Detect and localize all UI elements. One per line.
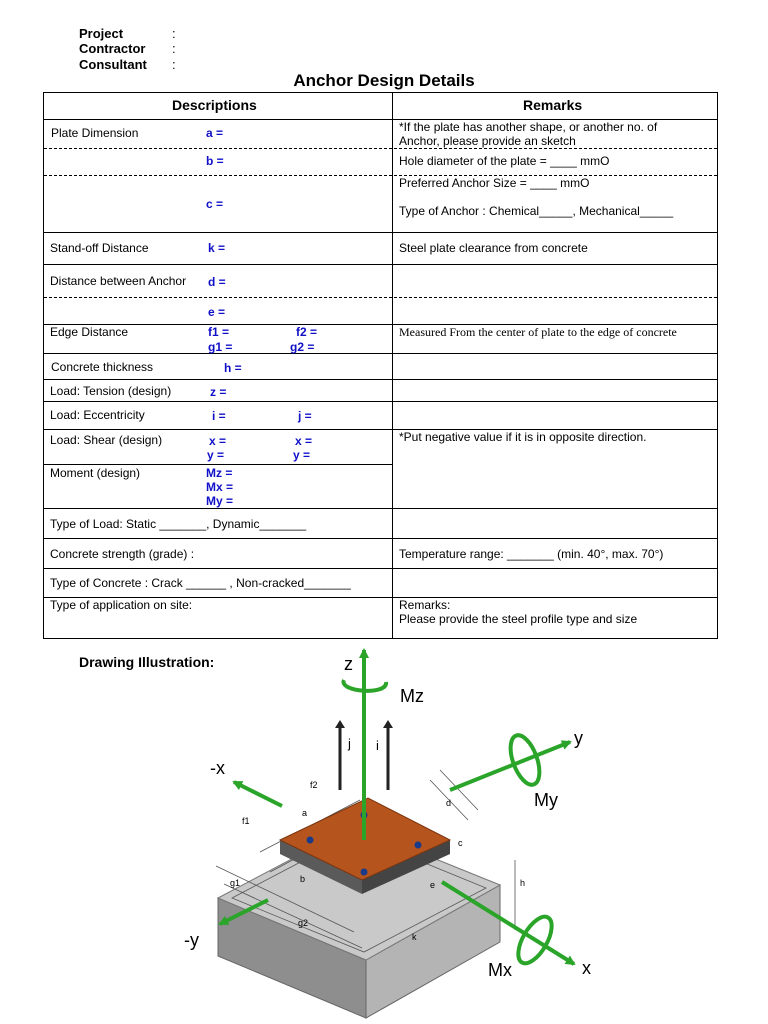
contractor-label: Contractor [79, 41, 146, 56]
remarks-label: Remarks: [399, 598, 451, 612]
anchor-diagram [150, 640, 630, 1024]
plate-dimension-label: Plate Dimension [51, 126, 139, 140]
row-divider [44, 464, 392, 465]
row-divider [44, 568, 717, 569]
field-b: b = [206, 154, 224, 168]
field-e: e = [208, 305, 226, 319]
field-h: h = [224, 361, 242, 375]
label-f1: f1 [242, 816, 250, 826]
project-colon: : [172, 26, 176, 41]
label-neg-y: -y [184, 930, 199, 950]
row-divider [44, 538, 717, 539]
label-neg-x: -x [210, 758, 225, 778]
drawing-illustration-title: Drawing Illustration: [79, 654, 215, 670]
field-z: z = [210, 385, 227, 399]
remark-plate-line1: *If the plate has another shape, or another no. of [399, 120, 658, 134]
consultant-label: Consultant [79, 57, 147, 72]
remark-edge-distance: Measured From the center of plate to the edge of concrete [399, 325, 677, 339]
remarks-header: Remarks [523, 97, 583, 113]
label-e: e [430, 880, 436, 890]
field-f2: f2 = [296, 325, 318, 339]
label-d: d [446, 798, 452, 808]
remark-shear: *Put negative value if it is in opposite direction. [399, 430, 647, 444]
label-mx: Mx [488, 960, 512, 980]
field-shear-y: y = [207, 448, 225, 462]
field-g2: g2 = [290, 340, 315, 354]
field-my: My = [206, 494, 234, 508]
concrete-strength-label: Concrete strength (grade) : [50, 547, 195, 561]
distance-between-anchor-label: Distance between Anchor [50, 274, 187, 288]
consultant-colon: : [172, 57, 176, 72]
row-divider [44, 508, 717, 509]
row-divider [44, 175, 717, 176]
type-of-load: Type of Load: Static _______, Dynamic_______ [50, 517, 307, 531]
project-label: Project [79, 26, 124, 41]
remark-hole-diameter: Hole diameter of the plate = ____ mmO [399, 154, 610, 168]
field-f1: f1 = [208, 325, 230, 339]
contractor-colon: : [172, 41, 176, 56]
type-of-application-label: Type of application on site: [50, 598, 193, 612]
field-shear-x2: x = [295, 434, 313, 448]
standoff-label: Stand-off Distance [50, 241, 149, 255]
row-divider [44, 379, 717, 380]
remark-temperature: Temperature range: _______ (min. 40°, max. 70°) [399, 547, 664, 561]
field-g1: g1 = [208, 340, 233, 354]
label-c: c [458, 838, 463, 848]
project-row [79, 26, 176, 41]
remark-anchor-type: Type of Anchor : Chemical_____, Mechanical_____ [399, 204, 674, 218]
label-h: h [520, 878, 526, 888]
remark-anchor-size: Preferred Anchor Size = ____ mmO [399, 176, 590, 190]
remark-plate-line2: Anchor, please provide an sketch [399, 134, 576, 148]
label-g2: g2 [298, 918, 309, 928]
moment-label: Moment (design) [50, 466, 141, 480]
label-x: x [582, 958, 591, 978]
consultant-row [79, 57, 176, 72]
label-i: i [376, 738, 379, 753]
field-a: a = [206, 126, 224, 140]
field-mx: Mx = [206, 480, 234, 494]
edge-distance-label: Edge Distance [50, 325, 129, 339]
label-g1: g1 [230, 878, 241, 888]
label-b: b [300, 874, 306, 884]
remark-steel-profile: Please provide the steel profile type and size [399, 612, 638, 626]
row-divider [44, 353, 717, 354]
anchor-design-table [43, 92, 718, 639]
row-divider [44, 264, 717, 265]
label-j: j [348, 736, 351, 751]
contractor-row [79, 41, 176, 56]
concrete-thickness-label: Concrete thickness [51, 360, 154, 374]
type-of-concrete: Type of Concrete : Crack ______ , Non-cracked_______ [50, 576, 351, 590]
load-tension-label: Load: Tension (design) [50, 384, 172, 398]
label-z: z [344, 654, 353, 674]
label-a: a [302, 808, 308, 818]
field-d: d = [208, 275, 226, 289]
row-divider [44, 148, 717, 149]
label-y: y [574, 728, 583, 748]
label-f2: f2 [310, 780, 318, 790]
page-title: Anchor Design Details [293, 71, 475, 90]
field-j: j = [298, 409, 312, 423]
field-shear-y2: y = [293, 448, 311, 462]
field-c: c = [206, 197, 224, 211]
field-k: k = [208, 241, 226, 255]
load-shear-label: Load: Shear (design) [50, 433, 163, 447]
remark-standoff: Steel plate clearance from concrete [399, 241, 588, 255]
load-eccentricity-label: Load: Eccentricity [50, 408, 145, 422]
field-i: i = [212, 409, 226, 423]
descriptions-header: Descriptions [172, 97, 257, 113]
field-shear-x: x = [209, 434, 227, 448]
field-mz: Mz = [206, 466, 233, 480]
row-divider [44, 232, 717, 233]
row-divider [44, 401, 717, 402]
row-divider [44, 297, 717, 298]
label-mz: Mz [400, 686, 424, 706]
label-k: k [412, 932, 417, 942]
label-my: My [534, 790, 558, 810]
